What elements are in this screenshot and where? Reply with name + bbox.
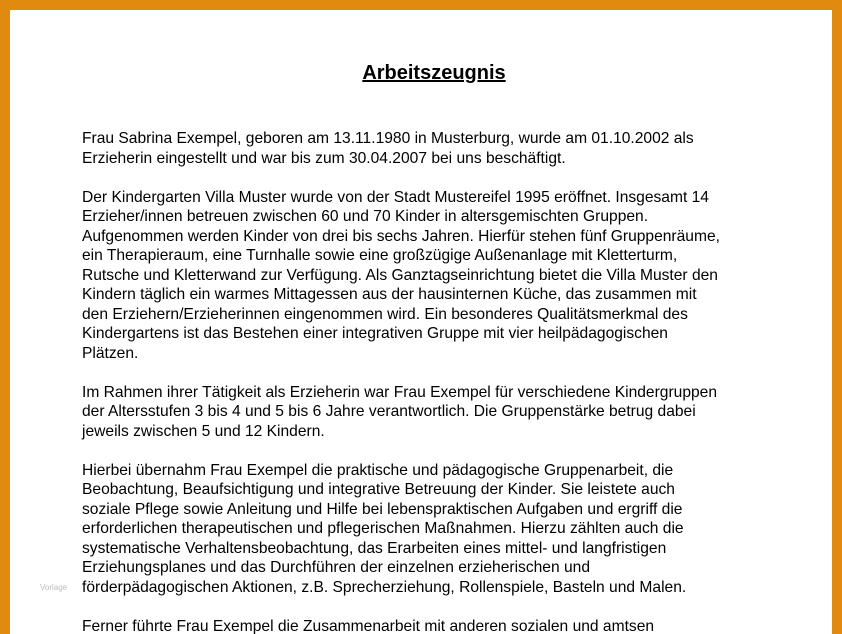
text-line: Erzieherin eingestellt und war bis zum 30.04.2007 bei uns beschäftigt. [82,149,566,167]
text-line: Im Rahmen ihrer Tätigkeit als Erzieherin war Frau Exempel für verschiedene Kindergruppen [82,383,718,401]
text-line: Erzieher/innen betreuen zwischen 60 und 70 Kinder in altersgemischten Gruppen. [82,208,649,225]
document-page [10,10,832,634]
paragraph-tasks [82,461,792,598]
text-line: förderpädagogischen Aktionen, z.B. Sprecherziehung, Rollenspiele, Basteln und Malen. [82,578,687,596]
document-body [82,129,792,634]
text-line: Frau Sabrina Exempel, geboren am 13.11.1980 in Musterburg, wurde am 01.10.2002 als [82,130,694,147]
text-line: Aufgenommen werden Kinder von drei bis sechs Jahren. Hierfür stehen fünf Gruppenräume, [82,227,720,245]
text-line: ein Therapieraum, eine Turnhalle sowie eine großzügige Außenanlage mit Kletterturm, [82,247,678,264]
text-line: Hierbei übernahm Frau Exempel die praktische und pädagogische Gruppenarbeit, die [82,461,674,479]
text-line: jeweils zwischen 5 und 12 Kindern. [82,422,325,440]
paragraph-kindergarten [82,188,792,364]
document-title: Arbeitszeugnis [362,62,506,84]
text-line: Plätzen. [82,344,139,362]
text-line: Der Kindergarten Villa Muster wurde von der Stadt Mustereifel 1995 eröffnet. Insgesamt 14 [82,188,709,206]
text-line: Erziehungsplanes und das Durchführen der einzelnen erzieherischen und [82,559,590,576]
text-line: erforderlichen therapeutischen und pflegerischen Maßnahmen. Hierzu zählten auch die [82,520,684,537]
text-line: Kindern täglich ein warmes Mittagessen aus der hausinternen Küche, das zusammen mit [82,286,697,303]
text-line: soziale Pflege sowie Anleitung und Hilfe bei lebenspraktischen Aufgaben und ergriff die [82,500,683,518]
text-line: Beobachtung, Beaufsichtigung und integrative Betreuung der Kinder. Sie leistete auch [82,481,675,498]
text-line: Ferner führte Frau Exempel die Zusammenarbeit mit anderen sozialen und amtsen [82,617,655,634]
text-line: Rutsche und Kletterwand zur Verfügung. Als Ganztagseinrichtung bietet die Villa Muster den [82,266,718,284]
text-line: systematische Verhaltensbeobachtung, das Erarbeiten eines mittel- und langfristigen [82,539,667,557]
paragraph-cooperation [82,617,792,634]
text-line: den Erziehern/Erzieherinnen eingenommen wird. Ein besonderes Qualitätsmerkmal des [82,305,688,323]
watermark: Vorlage [40,583,68,592]
text-line: Kindergartens ist das Bestehen einer integrativen Gruppe mit vier heilpädagogischen [82,325,668,342]
paragraph-responsibilities [82,383,792,442]
text-line: der Altersstufen 3 bis 4 und 5 bis 6 Jahre verantwortlich. Die Gruppenstärke betrug dabei [82,403,696,420]
paragraph-employment [82,129,792,168]
